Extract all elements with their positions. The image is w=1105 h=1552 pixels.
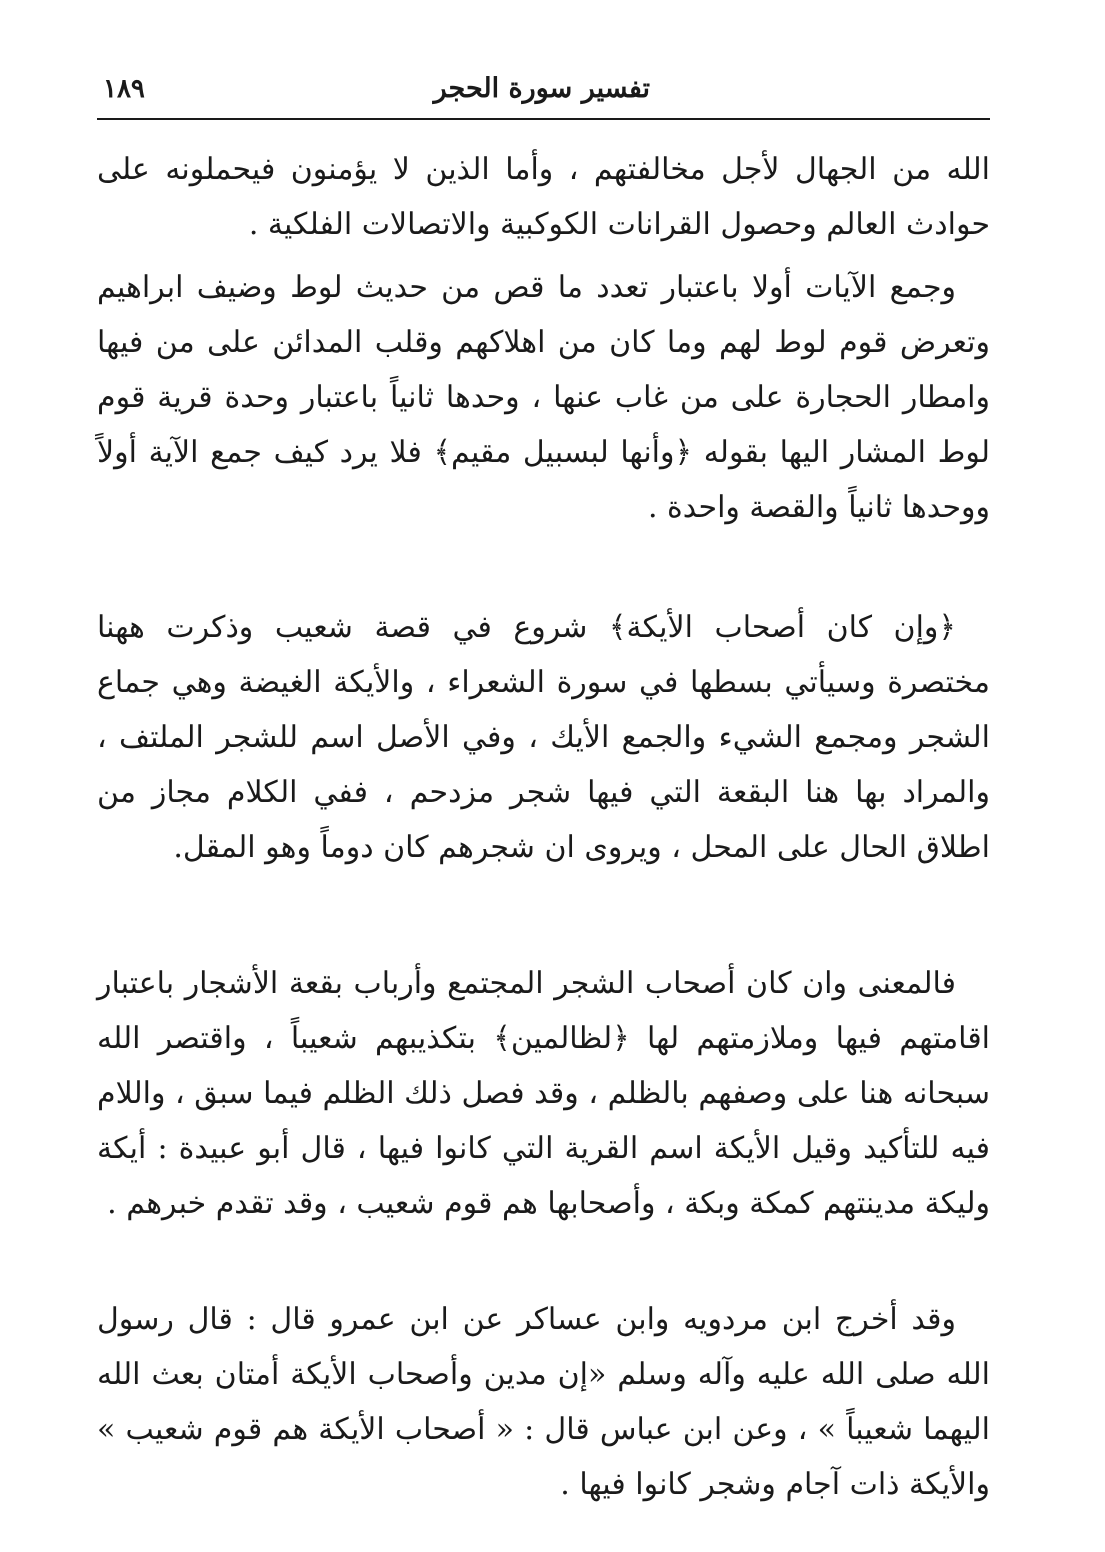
running-title: تفسير سورة الحجر [433, 73, 650, 104]
paragraph: فالمعنى وان كان أصحاب الشجر المجتمع وأرباب بقعة الأشجار باعتبار اقامتهم فيها وملازمتهم لها ﴿لظالمين﴾ بتكذيبهم شعيباً ، واقتصر الله سبحانه هنا على وصفهم بالظلم ، وقد فصل ذلك الظلم فيما سبق ، واللام فيه للتأكيد وقيل الأيكة اسم القرية التي كانوا فيها ، قال أبو عبيدة : أيكة وليكة مدينتهم كمكة وبكة ، وأصحابها هم قوم شعيب ، وقد تقدم خبرهم . [97, 966, 990, 1221]
paragraph-block-5 [97, 1292, 990, 1512]
paragraph-block-1 [97, 142, 990, 252]
paragraph: ﴿وإن كان أصحاب الأيكة﴾ شروع في قصة شعيب وذكرت ههنا مختصرة وسيأتي بسطها في سورة الشعراء ، والأيكة الغيضة وهي جماع الشجر ومجمع الشيء والجمع الأيك ، وفي الأصل اسم للشجر الملتف ، والمراد بها هنا البقعة التي فيها شجر مزدحم ، ففي الكلام مجاز من اطلاق الحال على المحل ، ويروى ان شجرهم كان دوماً وهو المقل. [97, 610, 990, 865]
paragraph-block-2 [97, 260, 990, 535]
paragraph: وقد أخرج ابن مردويه وابن عساكر عن ابن عمرو قال : قال رسول الله صلى الله عليه وآله وسلم «إن مدين وأصحاب الأيكة أمتان بعث الله اليهما شعيباً » ، وعن ابن عباس قال : « أصحاب الأيكة هم قوم شعيب » والأيكة ذات آجام وشجر كانوا فيها . [97, 1302, 990, 1502]
paragraph-block-3 [97, 600, 990, 875]
page-header [97, 68, 990, 114]
paragraph-block-4 [97, 956, 990, 1231]
paragraph: الله من الجهال لأجل مخالفتهم ، وأما الذين لا يؤمنون فيحملونه على حوادث العالم وحصول القرانات الكوكبية والاتصالات الفلكية . [97, 152, 990, 242]
page-number: ١٨٩ [103, 74, 145, 104]
paragraph: وجمع الآيات أولا باعتبار تعدد ما قص من حديث لوط وضيف ابراهيم وتعرض قوم لوط لهم وما كان من اهلاكهم وقلب المدائن على من فيها وامطار الحجارة على من غاب عنها ، وحدها ثانياً باعتبار وحدة قرية قوم لوط المشار اليها بقوله ﴿وأنها لبسبيل مقيم﴾ فلا يرد كيف جمع الآية أولاً ووحدها ثانياً والقصة واحدة . [97, 270, 990, 525]
header-divider [97, 118, 990, 120]
